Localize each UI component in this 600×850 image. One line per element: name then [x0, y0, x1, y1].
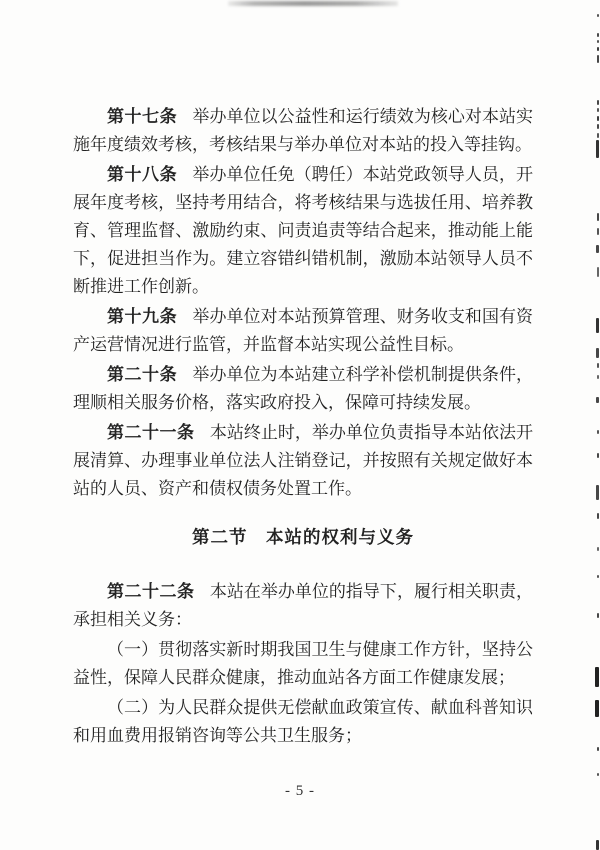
- scan-artifact-edge-mark: [597, 116, 599, 121]
- scan-artifact-edge-mark: [597, 40, 599, 43]
- scan-artifact-edge-mark: [597, 47, 599, 51]
- page-number: - 5 -: [285, 783, 315, 799]
- scan-artifact-edge-mark: [597, 430, 599, 434]
- scan-artifact-edge-mark: [596, 397, 599, 403]
- article-paragraph: [73, 361, 533, 417]
- list-item-paragraph: （一）贯彻落实新时期我国卫生与健康工作方针，坚持公益性，保障人民群众健康，推动血站各方面工作健康发展；: [73, 640, 533, 687]
- article-number: 第二十条: [107, 365, 178, 384]
- article-text: 本站终止时，举办单位负责指导本站依法开展清算、办理事业单位法人注销登记，并按照有关规定做好本站的人员、资产和债权债务处置工作。: [73, 423, 534, 498]
- scan-artifact-edge-mark: [597, 55, 599, 63]
- article-number: 第十七条: [107, 107, 178, 126]
- article-paragraph: [73, 578, 533, 634]
- article-number: 第十九条: [107, 307, 178, 326]
- article-text: 举办单位对本站预算管理、财务收支和国有资产运营情况进行监管，并监督本站实现公益性目标。: [73, 307, 534, 354]
- article-number: 第二十二条: [107, 582, 195, 601]
- scan-artifact-edge-mark: [597, 14, 599, 17]
- scan-artifact-header: [228, 1, 398, 6]
- list-item-paragraph: （二）为人民群众提供无偿献血政策宣传、献血科普知识和用血费用报销咨询等公共卫生服务；: [73, 698, 533, 745]
- article-text: 本站在举办单位的指导下，履行相关职责，承担相关义务：: [73, 582, 534, 629]
- scan-artifact-edge-mark: [596, 140, 599, 158]
- scan-artifact-edge-mark: [597, 453, 599, 458]
- scan-artifact-edge-mark: [595, 700, 599, 717]
- scan-artifact-edge-mark: [597, 363, 599, 368]
- article-number: 第二十一条: [107, 423, 195, 442]
- article-text: 举办单位为本站建立科学补偿机制提供条件，理顺相关服务价格，落实政府投入，保障可持续发展。: [73, 365, 534, 412]
- scan-artifact-edge-mark: [596, 348, 599, 358]
- scan-artifact-edge-mark: [597, 747, 599, 751]
- article-paragraph: [73, 103, 533, 159]
- article-paragraph: [73, 303, 533, 359]
- scan-artifact-edge-mark: [597, 613, 599, 618]
- scan-artifact-edge-mark: [597, 108, 599, 112]
- scan-artifact-edge-mark: [597, 133, 599, 138]
- scan-artifact-edge-mark: [596, 485, 599, 500]
- scan-artifact-edge-mark: [597, 213, 599, 221]
- scan-artifact-edge-mark: [597, 375, 599, 379]
- scan-artifact-edge-mark: [597, 33, 599, 37]
- scan-artifact-edge-mark: [597, 513, 599, 519]
- scan-artifact-edge-mark: [597, 124, 599, 129]
- scan-artifact-edge-mark: [597, 228, 599, 235]
- scan-artifact-edge-mark: [597, 773, 599, 776]
- article-paragraph: [73, 419, 533, 503]
- scan-artifact-edge-mark: [597, 100, 599, 105]
- scan-artifact-edge-mark: [597, 547, 599, 551]
- article-number: 第十八条: [107, 165, 178, 184]
- scan-artifact-edge-mark: [595, 667, 599, 687]
- article-text: 举办单位以公益性和运行绩效为核心对本站实施年度绩效考核，考核结果与举办单位对本站的投入等挂钩。: [73, 107, 534, 154]
- article-paragraph: [73, 161, 533, 301]
- scan-artifact-edge-mark: [596, 318, 599, 333]
- document-body: [73, 103, 533, 752]
- scan-artifact-edge-mark: [596, 840, 599, 850]
- scan-artifact-edge-mark: [597, 575, 599, 578]
- scan-artifact-edge-mark: [597, 267, 599, 277]
- scan-artifact-edge-mark: [596, 245, 599, 253]
- section-heading: 第二节 本站的权利与义务: [192, 527, 414, 547]
- article-text: 举办单位任免（聘任）本站党政领导人员，开展年度考核，坚持考用结合，将考核结果与选拔任用、培养教育、管理监督、激励约束、问责追责等结合起来，推动能上能下，促进担当作为。建立容错纠错机制，激励本站领导人员不断推进工作创新。: [73, 165, 534, 296]
